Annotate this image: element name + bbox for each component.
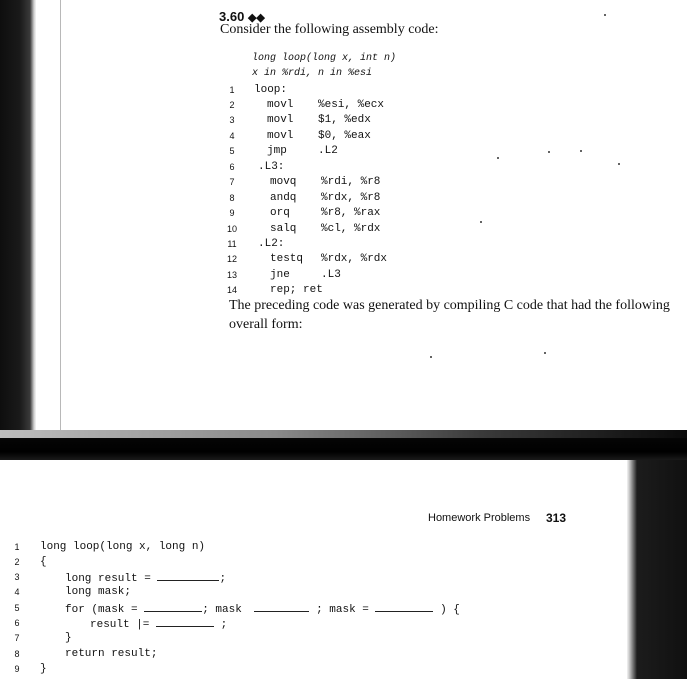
- asm-label: .L3:: [258, 161, 285, 173]
- asm-opcode: rep; ret: [270, 284, 323, 296]
- c-line-number: 1: [14, 542, 20, 552]
- scan-speck: [430, 356, 432, 358]
- c-line-7: }: [65, 632, 72, 644]
- asm-opcode: andq: [270, 192, 297, 204]
- form-paragraph: The preceding code was generated by compiling C code that had the following overall form:: [229, 298, 670, 332]
- scan-speck: [604, 14, 606, 16]
- asm-opcode: movq: [270, 176, 297, 188]
- asm-operands: .L2: [318, 145, 338, 157]
- asm-opcode: jmp: [267, 145, 287, 157]
- asm-line-number: 11: [227, 239, 237, 249]
- asm-line-number: 9: [229, 208, 235, 218]
- asm-line-number: 7: [229, 177, 235, 187]
- blank-result-init: [157, 571, 219, 581]
- asm-register-note: x in %rdi, n in %esi: [252, 68, 373, 79]
- scan-speck: [497, 157, 499, 159]
- scan-edge-right: [627, 460, 687, 679]
- asm-line-number: 6: [229, 162, 235, 172]
- c-line-number: 6: [14, 618, 20, 628]
- scan-speck: [480, 221, 482, 223]
- asm-operands: %rdx, %rdx: [321, 253, 388, 265]
- c-line-number: 2: [14, 557, 20, 567]
- asm-opcode: salq: [270, 223, 297, 235]
- asm-opcode: orq: [270, 207, 290, 219]
- asm-opcode: movl: [267, 99, 294, 111]
- scan-speck: [580, 150, 582, 152]
- c-line-number: 8: [14, 649, 20, 659]
- asm-line-number: 4: [229, 131, 235, 141]
- c-line-4: long mask;: [65, 586, 132, 598]
- asm-operands: %esi, %ecx: [318, 99, 385, 111]
- problem-prompt: Consider the following assembly code:: [220, 22, 439, 37]
- blank-mask-test: [254, 602, 309, 612]
- asm-line-number: 1: [229, 85, 235, 95]
- running-head: Homework Problems: [428, 512, 531, 524]
- asm-opcode: movl: [267, 114, 294, 126]
- asm-operands: %cl, %rdx: [321, 223, 381, 235]
- asm-operands: %rdx, %r8: [321, 192, 381, 204]
- asm-label: loop:: [254, 84, 288, 96]
- asm-label: .L2:: [258, 238, 285, 250]
- asm-line-number: 3: [229, 115, 235, 125]
- c-line-number: 5: [14, 603, 20, 613]
- asm-line-number: 10: [226, 224, 237, 234]
- asm-operands: %r8, %rax: [321, 207, 381, 219]
- c-line-number: 9: [14, 664, 20, 674]
- scan-speck: [548, 151, 550, 153]
- asm-line-number: 8: [229, 193, 235, 203]
- scan-spine-line: [60, 0, 61, 430]
- asm-opcode: testq: [270, 253, 304, 265]
- scan-edge-left: [0, 0, 36, 432]
- scan-speck: [544, 352, 546, 354]
- asm-operands: $1, %edx: [318, 114, 371, 126]
- problem-number: 3.60 ◆◆: [219, 9, 265, 24]
- asm-operands: $0, %eax: [318, 130, 371, 142]
- blank-mask-init: [144, 602, 202, 612]
- asm-line-number: 13: [226, 270, 237, 280]
- page-number: 313: [546, 511, 567, 525]
- asm-line-number: 12: [226, 254, 237, 264]
- blank-result-update: [156, 617, 214, 627]
- c-line-2: {: [40, 556, 47, 568]
- c-line-1: long loop(long x, long n): [40, 541, 206, 553]
- c-line-number: 4: [14, 587, 20, 597]
- asm-signature: long loop(long x, int n): [252, 53, 397, 64]
- asm-operands: .L3: [321, 269, 341, 281]
- c-line-3: long result = ;: [65, 573, 227, 585]
- blank-mask-update: [375, 602, 433, 612]
- asm-line-number: 5: [229, 146, 235, 156]
- asm-line-number: 2: [229, 100, 235, 110]
- asm-operands: %rdi, %r8: [321, 176, 381, 188]
- asm-line-number: 14: [226, 285, 237, 295]
- scan-speck: [618, 163, 620, 165]
- c-line-number: 7: [14, 633, 20, 643]
- c-line-5: for (mask = ; mask ; mask = ) {: [65, 604, 460, 616]
- page-gap-shading: [0, 430, 687, 438]
- c-line-number: 3: [14, 572, 20, 582]
- c-line-9: }: [40, 663, 47, 675]
- c-line-8: return result;: [65, 648, 158, 660]
- asm-opcode: movl: [267, 130, 294, 142]
- asm-opcode: jne: [270, 269, 290, 281]
- c-line-6: result |= ;: [90, 619, 228, 631]
